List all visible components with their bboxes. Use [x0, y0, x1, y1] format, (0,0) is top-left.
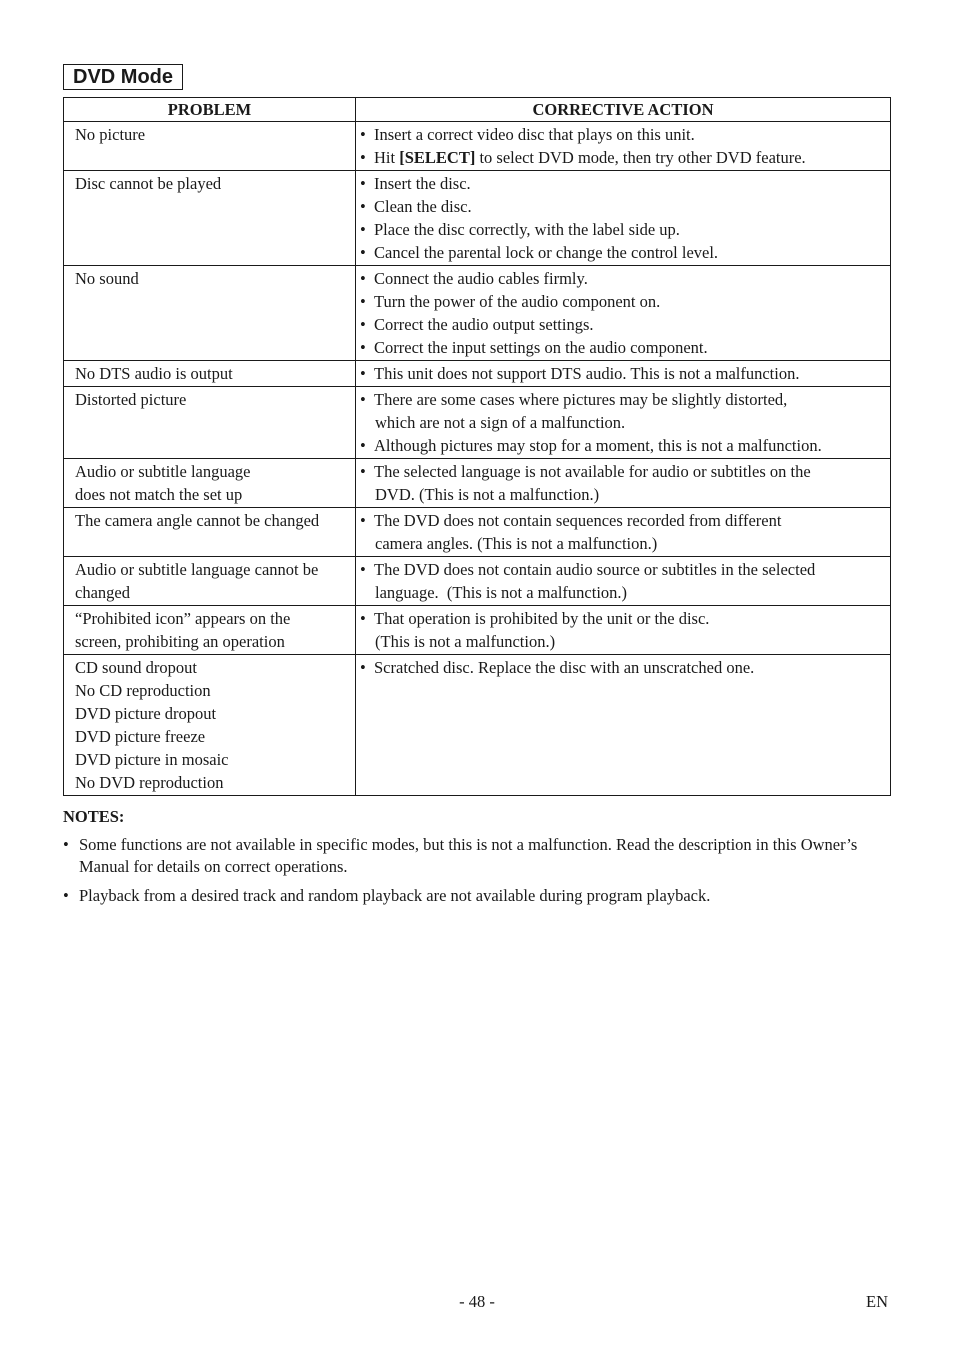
note-text: Some functions are not available in specific modes, but this is not a malfunction. Read the description in this Owner’s Manual for details on correct operations.	[79, 835, 858, 876]
table-row	[64, 361, 891, 387]
table-row	[64, 557, 891, 606]
notes-heading: NOTES:	[63, 807, 125, 826]
note-item	[63, 885, 893, 907]
select-key-label: [SELECT]	[399, 148, 476, 167]
action-item-continuation: (This is not a malfunction.)	[375, 632, 556, 651]
table-row	[64, 655, 891, 796]
notes-section	[63, 806, 893, 914]
problem-text: does not match the set up	[75, 485, 243, 504]
problem-cell	[64, 557, 356, 606]
page-number: - 48 -	[459, 1292, 495, 1311]
table-row	[64, 459, 891, 508]
problem-text: screen, prohibiting an operation	[75, 632, 285, 651]
section-title: DVD Mode	[63, 64, 183, 90]
problem-text: No picture	[75, 125, 146, 144]
action-item: • Insert a correct video disc that plays on this unit.	[360, 125, 695, 144]
table-row	[64, 508, 891, 557]
action-item: • The DVD does not contain audio source or subtitles in the selected	[360, 560, 816, 579]
action-item: • Clean the disc.	[360, 197, 472, 216]
header-problem: PROBLEM	[64, 98, 356, 122]
action-item: • Although pictures may stop for a moment, this is not a malfunction.	[360, 436, 822, 455]
problem-text: No sound	[75, 269, 139, 288]
problem-text: Audio or subtitle language cannot be	[75, 560, 319, 579]
problem-cell	[64, 361, 356, 387]
action-item: • The selected language is not available for audio or subtitles on the	[360, 462, 811, 481]
problem-cell	[64, 171, 356, 266]
action-item: • Place the disc correctly, with the label side up.	[360, 220, 680, 239]
problem-text: DVD picture dropout	[75, 704, 217, 723]
action-cell	[356, 606, 891, 655]
language-code: EN	[866, 1292, 888, 1311]
action-cell	[356, 122, 891, 171]
problem-text: Distorted picture	[75, 390, 187, 409]
action-item: • The DVD does not contain sequences recorded from different	[360, 511, 782, 530]
problem-text: No DTS audio is output	[75, 364, 233, 383]
action-item: • Cancel the parental lock or change the control level.	[360, 243, 719, 262]
table-header-row	[64, 98, 891, 122]
action-item-continuation: camera angles. (This is not a malfunction.)	[375, 534, 658, 553]
problem-text: CD sound dropout	[75, 658, 197, 677]
action-item: • This unit does not support DTS audio. This is not a malfunction.	[360, 364, 800, 383]
problem-text: changed	[75, 583, 130, 602]
problem-text: DVD picture freeze	[75, 727, 206, 746]
action-item: • Turn the power of the audio component on.	[360, 292, 661, 311]
problem-cell	[64, 655, 356, 796]
problem-cell	[64, 459, 356, 508]
action-cell	[356, 655, 891, 796]
problem-text: The camera angle cannot be changed	[75, 511, 320, 530]
problem-text: “Prohibited icon” appears on the	[75, 609, 291, 628]
action-item-continuation: language. (This is not a malfunction.)	[375, 583, 628, 602]
table-row	[64, 122, 891, 171]
note-text: Playback from a desired track and random playback are not available during program playback.	[79, 886, 711, 905]
problem-cell	[64, 508, 356, 557]
action-item-continuation: which are not a sign of a malfunction.	[375, 413, 626, 432]
header-corrective-action: CORRECTIVE ACTION	[356, 98, 891, 122]
action-item: • That operation is prohibited by the unit or the disc.	[360, 609, 710, 628]
table-row	[64, 171, 891, 266]
problem-cell	[64, 122, 356, 171]
bullet-icon: •	[63, 886, 69, 905]
action-item: • Hit [SELECT] to select DVD mode, then try other DVD feature.	[360, 148, 806, 167]
action-item: • Correct the input settings on the audio component.	[360, 338, 708, 357]
troubleshooting-table	[63, 97, 891, 796]
problem-text: No CD reproduction	[75, 681, 211, 700]
problem-text: Audio or subtitle language	[75, 462, 251, 481]
action-cell	[356, 361, 891, 387]
problem-text: DVD picture in mosaic	[75, 750, 229, 769]
action-item: • Scratched disc. Replace the disc with an unscratched one.	[360, 658, 755, 677]
bullet-icon: •	[63, 835, 69, 854]
action-item: • Connect the audio cables firmly.	[360, 269, 588, 288]
action-cell	[356, 266, 891, 361]
action-cell	[356, 459, 891, 508]
problem-text: No DVD reproduction	[75, 773, 224, 792]
table-row	[64, 266, 891, 361]
problem-cell	[64, 266, 356, 361]
action-cell	[356, 387, 891, 459]
note-item	[63, 834, 893, 878]
problem-cell	[64, 387, 356, 459]
action-cell	[356, 557, 891, 606]
action-cell	[356, 171, 891, 266]
table-row	[64, 387, 891, 459]
action-item-continuation: DVD. (This is not a malfunction.)	[375, 485, 600, 504]
action-cell	[356, 508, 891, 557]
action-item: • Correct the audio output settings.	[360, 315, 594, 334]
action-item: • Insert the disc.	[360, 174, 471, 193]
action-item: • There are some cases where pictures may be slightly distorted,	[360, 390, 788, 409]
problem-cell	[64, 606, 356, 655]
table-row	[64, 606, 891, 655]
problem-text: Disc cannot be played	[75, 174, 222, 193]
